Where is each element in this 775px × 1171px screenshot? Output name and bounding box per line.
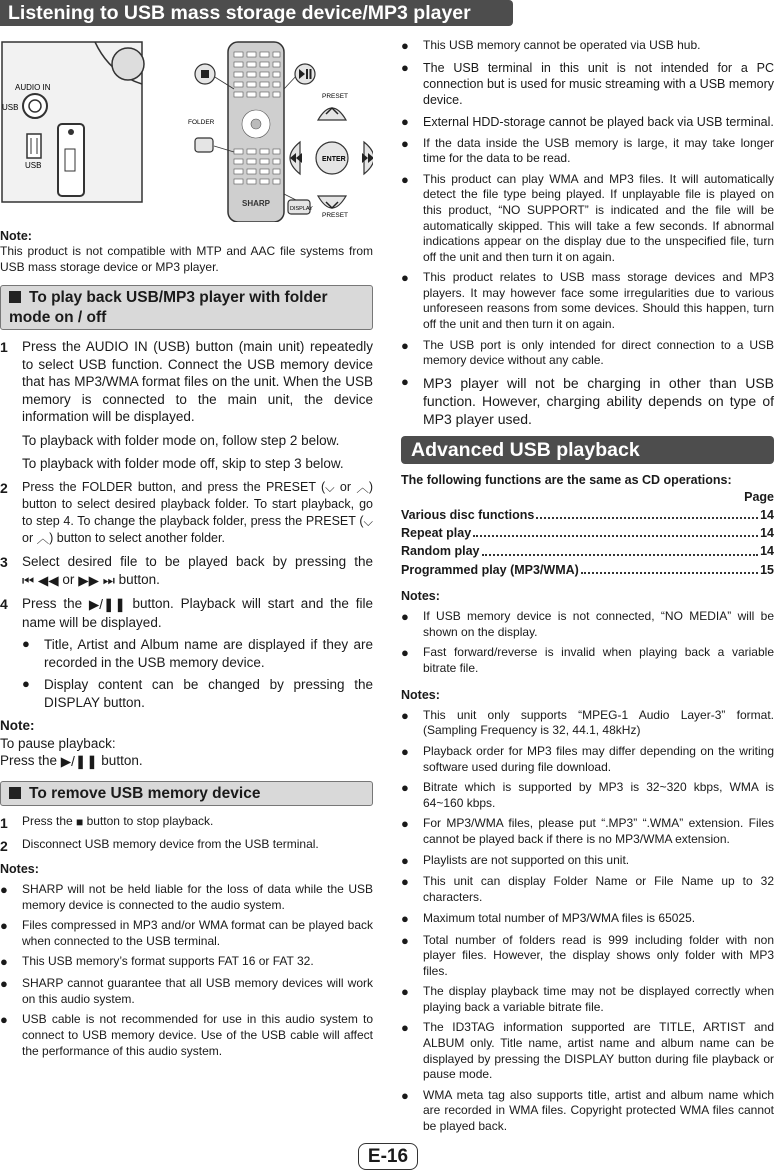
chevron-down-icon: ⌵ (325, 481, 335, 496)
enter-label: ENTER (322, 156, 346, 163)
step-2: 2 Press the FOLDER button, and press the PRESET (⌵ or ︿) button to select desired playback folder. To start playback, go to step 4. To change the playback folder, press the PRESET (⌵ or ︿) button to select another folder. (0, 480, 373, 546)
note-item: ● Playback order for MP3 files may differ depending on the writing software used during file download. (401, 743, 774, 774)
note-item: ● Fast forward/reverse is invalid when playing back a variable bitrate file. (401, 645, 774, 675)
note-item: ● The ID3TAG information supported are TITLE, ARTIST and ALBUM only. Title name, artist name and album name can be displayed by pressing the DISPLAY button during file playback or pause mode. (401, 1020, 774, 1082)
step-4: 4 Press the ▶/❚❚ button. Playback will start and the file name will be displayed. (0, 596, 373, 630)
chevron-up-icon: ︿ (356, 481, 369, 496)
note-item: ● For MP3/WMA files, please put “.MP3” “.WMA” extension. Files cannot be played back if there is no MP3/WMA extension. (401, 816, 774, 846)
toc-row[interactable]: Programmed play (MP3/WMA) 15 (401, 562, 774, 577)
chevron-down-icon: ⌵ (363, 514, 373, 529)
square-bullet-icon (9, 291, 21, 303)
play-pause-icon: ▶/❚❚ (60, 754, 98, 770)
note-item: ● SHARP cannot guarantee that all USB memory devices will work on this audio system. (0, 976, 373, 1006)
note-item: ● Playlists are not supported on this unit. (401, 852, 630, 868)
section-heading-remove-usb: To remove USB memory device (0, 781, 373, 806)
note-item: ● Files compressed in MP3 and/or WMA format can be played back when connected to the USB terminal. (0, 918, 373, 948)
step-1-sub-off: To playback with folder mode off, skip to step 3 below. (22, 456, 344, 472)
note-item: ● This unit can display Folder Name or File Name up to 32 characters. (401, 874, 774, 905)
usb-remote-illustration (0, 34, 373, 222)
skip-forward-icon: ▶▶ ⏭ (78, 572, 115, 588)
usb-port-label: USB (25, 161, 42, 170)
right-column (401, 33, 774, 1140)
usb-info-bullet: ● The USB terminal in this unit is not intended for a PC connection but is used for music streaming with a USB memory device. (401, 59, 774, 108)
toc-row[interactable]: Repeat play 14 (401, 526, 774, 541)
note-item: ● SHARP will not be held liable for the loss of data while the USB memory device is connected to the audio system. (0, 882, 373, 912)
note-item: ● Bitrate which is supported by MP3 is 32~320 kbps, WMA is 64~160 kbps. (401, 780, 774, 810)
chevron-up-icon: ︿ (36, 531, 50, 546)
remote-brand-label: SHARP (242, 199, 271, 208)
square-bullet-icon (9, 787, 21, 799)
note-item: ● This USB memory’s format supports FAT 16 or FAT 32. (0, 954, 314, 970)
preset-top-label: PRESET (322, 93, 349, 100)
note-item: ● This unit only supports “MPEG-1 Audio Layer-3” format. (Sampling Frequency is 32, 44.1, 48kHz) (401, 707, 774, 738)
play-pause-icon: ▶/❚❚ (88, 597, 126, 613)
folder-label: FOLDER (188, 119, 215, 126)
step-4-bullet: ● Display content can be changed by pressing the DISPLAY button. (22, 676, 373, 710)
usb-info-bullet: ● MP3 player will not be charging in other than USB function. However, charging ability depends on type of MP3 player used. (401, 373, 774, 428)
note-item: ● Maximum total number of MP3/WMA files is 65025. (401, 910, 696, 926)
toc-row[interactable]: Various disc functions 14 (401, 507, 774, 522)
notes-heading: Notes: (0, 861, 39, 876)
usb-info-bullet: ● If the data inside the USB memory is large, it may take longer time for the data to be read. (401, 135, 774, 166)
step-4-bullet: ● Title, Artist and Album name are displayed if they are recorded in the USB memory device. (22, 636, 373, 670)
note-item: ● WMA meta tag also supports title, artist and album name which are recorded in WMA files. Copyright protected WMA files cannot be played back. (401, 1087, 774, 1134)
pause-note-line: Press the ▶/❚❚ button. (0, 753, 143, 770)
skip-back-icon: ⏮ ◀◀ (22, 572, 59, 588)
audio-in-label: AUDIO IN (15, 83, 51, 92)
usb-info-bullet: ● This product relates to USB mass storage devices and MP3 players. It may however face some irregularities due to various unforeseen reasons from some devices. Should this happen, turn off the unit and then turn it on again. (401, 270, 774, 332)
page-number: E-16 (358, 1143, 418, 1170)
step-1: 1 Press the AUDIO IN (USB) button (main unit) repeatedly to select USB function. Connect the USB memory device that has MP3/WMA format files on the unit. When the USB memory is connected to the main unit, the device information will be displayed. (0, 339, 373, 425)
remove-step-1: 1 Press the ■ button to stop playback. (0, 814, 214, 832)
usb-info-bullet: ● The USB port is only intended for direct connection to a USB memory device without any cable. (401, 337, 774, 368)
stop-icon: ■ (76, 815, 84, 830)
remove-step-2: 2 Disconnect USB memory device from the USB terminal. (0, 836, 319, 854)
page-column-label: Page (744, 489, 774, 504)
note-text: This product is not compatible with MTP and AAC file systems from USB mass storage device or MP3 player. (0, 244, 373, 274)
note-item: ● The display playback time may not be displayed correctly when playing back a variable bitrate file. (401, 984, 774, 1014)
page-title: Listening to USB mass storage device/MP3 player (0, 0, 513, 26)
device-illustration (0, 34, 373, 222)
toc-row[interactable]: Random play 14 (401, 544, 774, 559)
step-3: 3 Select desired file to be played back by pressing the ⏮ ◀◀ or ▶▶ ⏭ button. (0, 554, 373, 588)
usb-port-icon (27, 134, 41, 158)
left-column (0, 34, 373, 1064)
preset-bottom-label: PRESET (322, 212, 349, 219)
note-item: ● If USB memory device is not connected, “NO MEDIA” will be shown on the display. (401, 609, 774, 639)
usb-info-bullet: ● This product can play WMA and MP3 files. It will automatically detect the file type being played. If unplayable file is played on this product, “NO SUPPORT” is indicated and the file will be automatically skipped. This will take a few seconds. If abnormal indications appear on the display due to the unspecified file, turn off the unit and then turn it on again. (401, 171, 774, 264)
note-heading: Note: (0, 718, 35, 734)
display-label: DISPLAY (290, 206, 313, 212)
section-heading-folder-mode: To play back USB/MP3 player with folder mode on / off (0, 285, 373, 330)
usb-info-bullet: ● This USB memory cannot be operated via USB hub. (401, 38, 701, 53)
section-heading-advanced-usb: Advanced USB playback (401, 436, 774, 464)
cd-operations-intro: The following functions are the same as CD operations: (401, 473, 732, 488)
usb-info-bullet: ● External HDD-storage cannot be played back via USB terminal. (401, 113, 774, 129)
usb-label: USB (2, 103, 19, 112)
note-item: ● USB cable is not recommended for use in this audio system to connect to USB memory device. Use of the USB cable will affect the performance of this audio system. (0, 1012, 373, 1058)
step-1-sub-on: To playback with folder mode on, follow step 2 below. (22, 432, 340, 448)
note-heading: Note: (0, 229, 32, 243)
folder-button-icon (195, 138, 213, 152)
notes-heading: Notes: (401, 588, 440, 603)
pause-note-line: To pause playback: (0, 735, 116, 751)
note-item: ● Total number of folders read is 999 including folder with non player files. However, the display shows only folder with MP3 files. (401, 932, 774, 978)
notes-heading: Notes: (401, 687, 440, 702)
